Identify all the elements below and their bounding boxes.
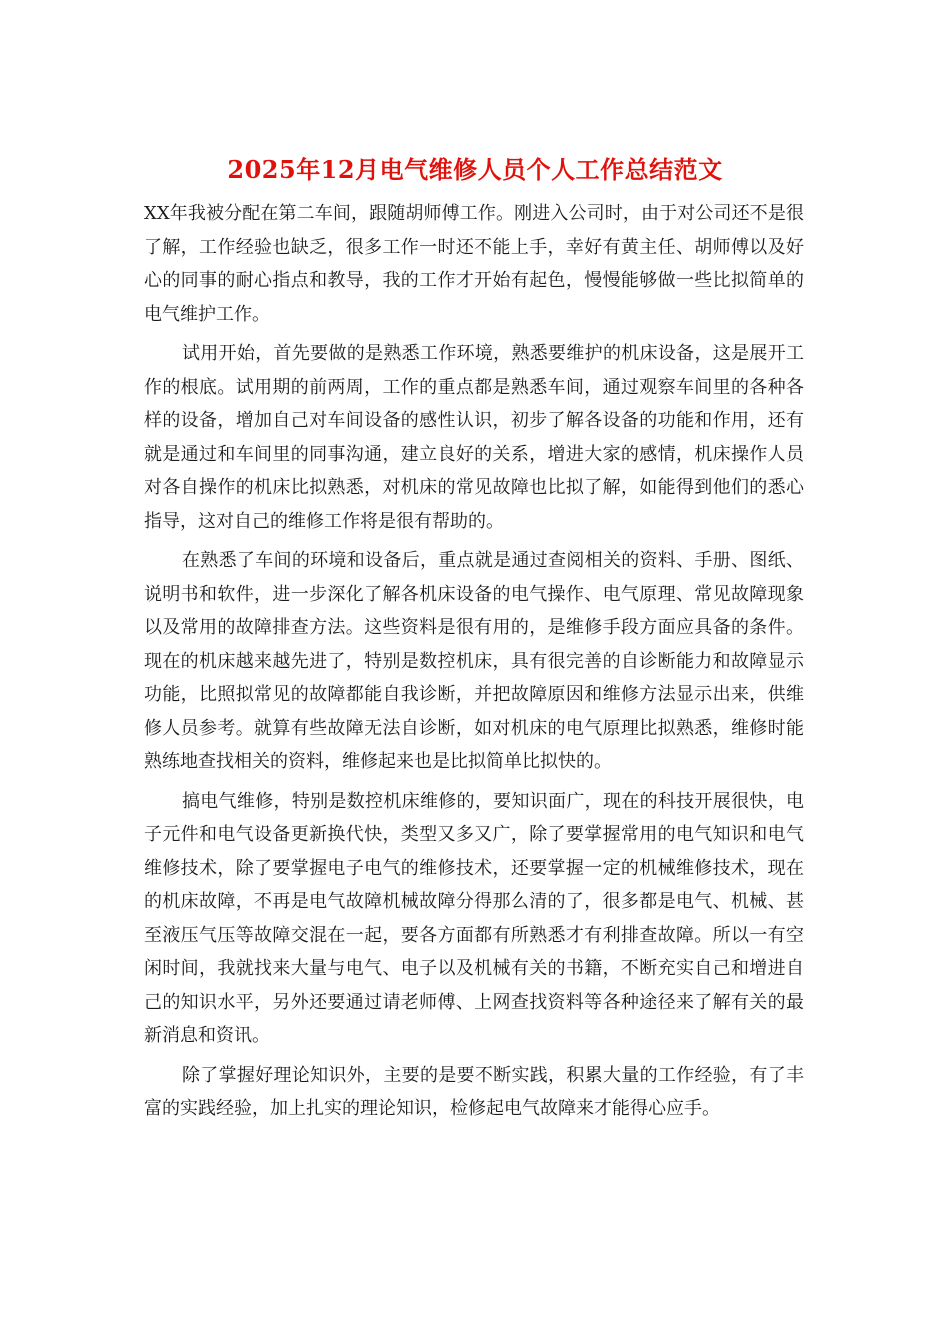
paragraph-3: 在熟悉了车间的环境和设备后，重点就是通过查阅相关的资料、手册、图纸、说明书和软件，进一步深化了解各机床设备的电气操作、电气原理、常见故障现象以及常用的故障排查方法。这些资料是很有用的，是维修手段方面应具备的条件。现在的机床越来越先进了，特别是数控机床，具有很完善的自诊断能力和故障显示功能，比照拟常见的故障都能自我诊断，并把故障原因和维修方法显示出来，供维修人员参考。就算有些故障无法自诊断，如对机床的电气原理比拟熟悉，维修时能熟练地查找相关的资料，维修起来也是比拟简单比拟快的。 bbox=[144, 550, 804, 772]
paragraph-5: 除了掌握好理论知识外，主要的是要不断实践，积累大量的工作经验，有了丰富的实践经验，加上扎实的理论知识，检修起电气故障来才能得心应手。 bbox=[144, 1064, 804, 1119]
paragraph-4: 搞电气维修，特别是数控机床维修的，要知识面广，现在的科技开展很快，电子元件和电气设备更新换代快，类型又多又广，除了要掌握常用的电气知识和电气维修技术，除了要掌握电子电气的维修技术，还要掌握一定的机械维修技术，现在的机床故障，不再是电气故障机械故障分得那么清的了，很多都是电气、机械、甚至液压气压等故障交混在一起，要各方面都有所熟悉才有利排查故障。所以一有空闲时间，我就找来大量与电气、电子以及机械有关的书籍，不断充实自己和增进自己的知识水平，另外还要通过请老师傅、上网查找资料等各种途径来了解有关的最新消息和资讯。 bbox=[144, 790, 804, 1046]
paragraph-2: 试用开始，首先要做的是熟悉工作环境，熟悉要维护的机床设备，这是展开工作的根底。试用期的前两周，工作的重点都是熟悉车间，通过观察车间里的各种各样的设备，增加自己对车间设备的感性认识，初步了解各设备的功能和作用，还有就是通过和车间里的同事沟通，建立良好的关系，增进大家的感情，机床操作人员对各自操作的机床比拟熟悉，对机床的常见故障也比拟了解，如能得到他们的悉心指导，这对自己的维修工作将是很有帮助的。 bbox=[144, 343, 804, 532]
paragraph-1: XX年我被分配在第二车间，跟随胡师傅工作。刚进入公司时，由于对公司还不是很了解，工作经验也缺乏，很多工作一时还不能上手，幸好有黄主任、胡师傅以及好心的同事的耐心指点和教导，我的工作才开始有起色，慢慢能够做一些比拟简单的电气维护工作。 bbox=[144, 203, 804, 325]
document-title: 2025年12月电气维修人员个人工作总结范文 bbox=[227, 155, 723, 184]
document-body bbox=[144, 197, 804, 1132]
